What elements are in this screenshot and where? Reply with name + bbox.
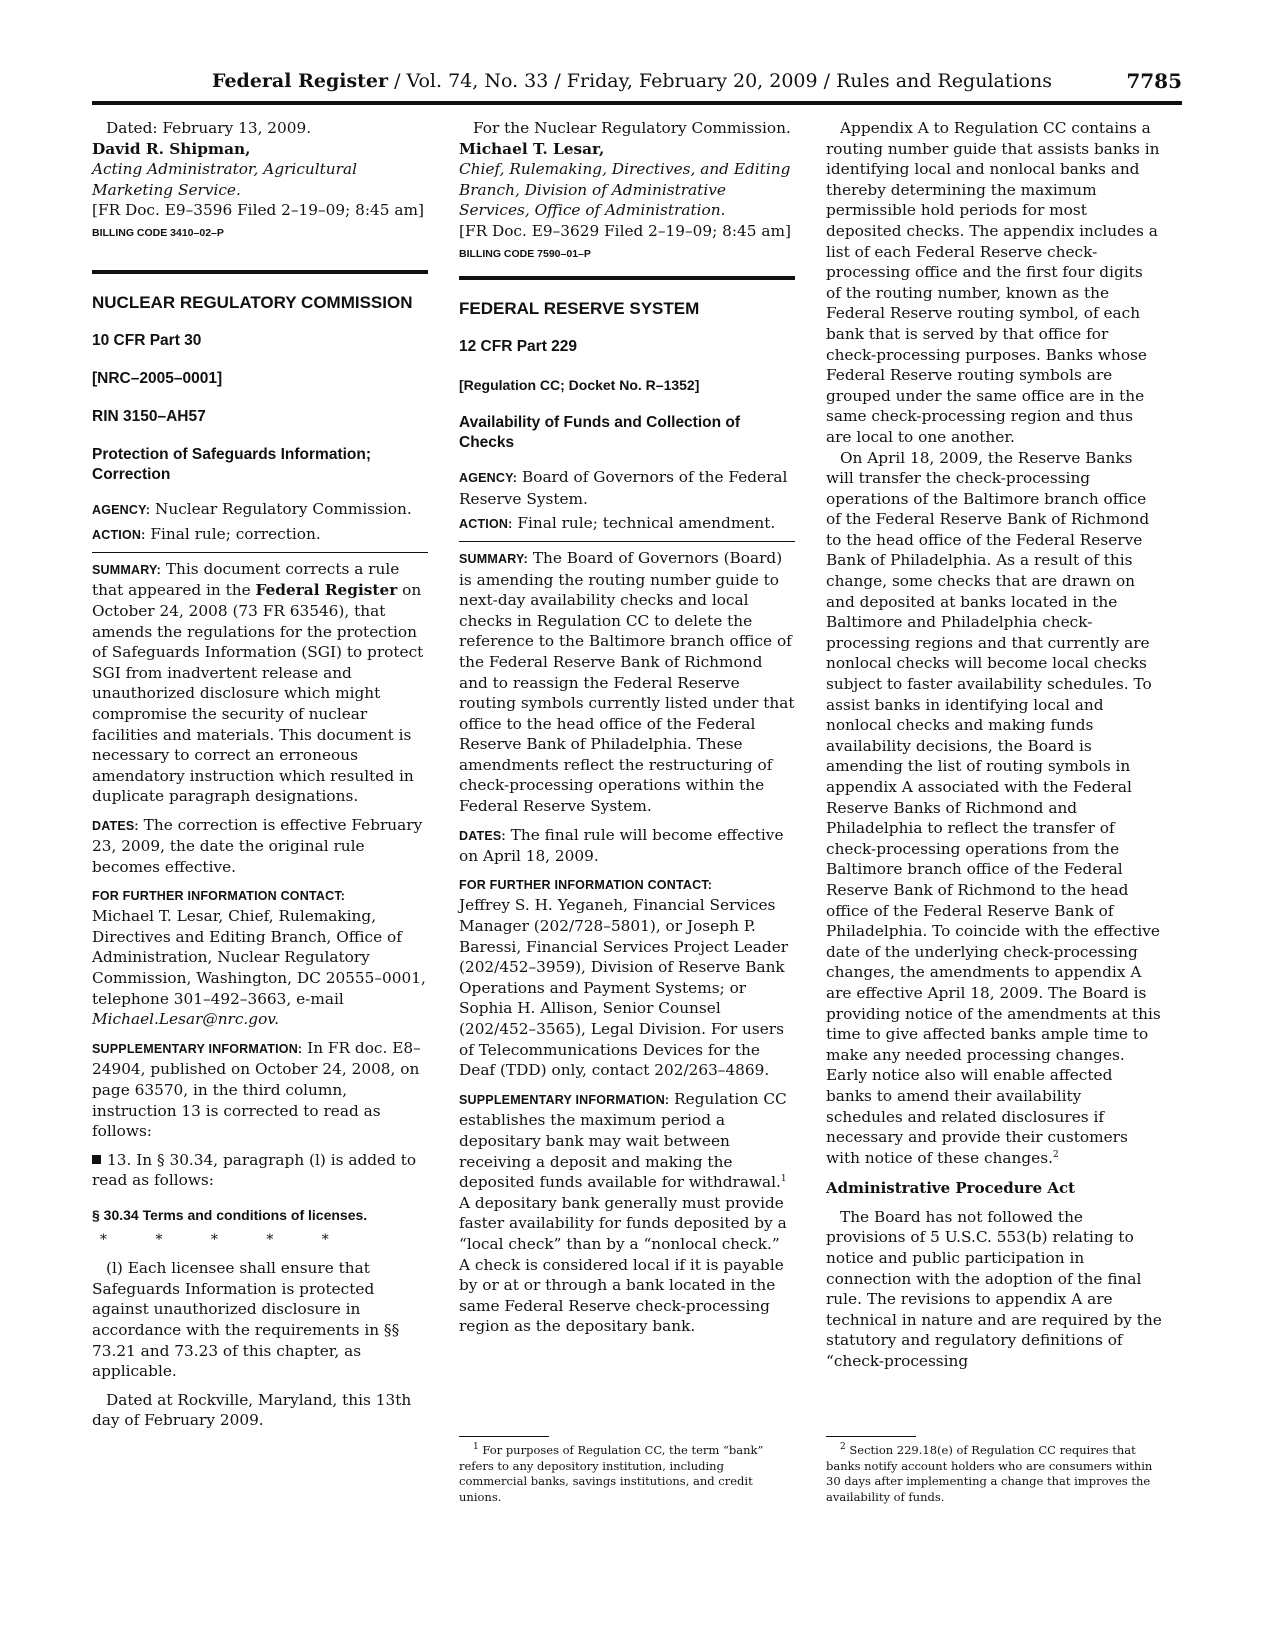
for-commission-line: For the Nuclear Regulatory Commission. — [473, 119, 791, 137]
supplementary-paragraph: SUPPLEMENTARY INFORMATION: Regulation CC establishes the maximum period a depositary bank may wait between receiving a deposit and making the deposited funds available for withdrawal.$^1$ A depositary bank generally must provide faster availability for funds deposited by a “local check” than by a “nonlocal check.” A check is considered local if it is payable by or at or through a bank located in the same Federal Reserve check-processing region as the depositary bank. — [459, 1089, 787, 1336]
docket-number: [Regulation CC; Docket No. R–1352] — [459, 377, 700, 394]
footnote-ref: 1 — [780, 1174, 787, 1185]
dates-paragraph: DATES: The correction is effective February 23, 2009, the date the original rule becomes effective. — [92, 815, 423, 877]
footnote-ref: 2 — [1052, 1149, 1059, 1160]
apa-subheading: Administrative Procedure Act — [826, 1179, 1076, 1198]
signer-title: Chief, Rulemaking, Directives, and Editing Branch, Division of Administrative Services, Office of Administration. — [459, 160, 791, 220]
document-title: Availability of Funds and Collection of Checks — [459, 414, 741, 452]
agency-heading: FEDERAL RESERVE SYSTEM — [459, 299, 700, 319]
footnote-rule — [459, 1436, 549, 1437]
apa-paragraph: The Board has not followed the provisions of 5 U.S.C. 553(b) relating to notice and public participation in connection with the adoption of the final rule. The revisions to appendix A are technical in nature and are required by the statutory and regulatory definitions of “check-processing — [826, 1207, 1162, 1371]
summary-paragraph: SUMMARY: This document corrects a rule that appeared in the Federal Register on October 24, 2008 (73 FR 63546), that amends the regulations for the protection of Safeguards Information (SGI) to protect SGI from inadvertent release and unauthorized disclosure which might compromise the security of nuclear facilities and materials. This document is necessary to correct an erroneous amendatory instruction which resulted in duplicate paragraph designations. — [92, 559, 424, 806]
dated-line: Dated: February 13, 2009. — [106, 119, 312, 137]
summary-divider — [92, 552, 428, 553]
appendix-paragraph: Appendix A to Regulation CC contains a routing number guide that assists banks in identifying local and nonlocal banks and thereby determining the maximum permissible hold periods for most deposited checks. The appendix includes a list of each Federal Reserve check-processing office and the first four digits of the routing number, known as the Federal Reserve routing symbol, of each bank that is served by that office for check-processing purposes. Banks whose Federal Reserve routing symbols are grouped under the same office are in the same check-processing region and thus are local to one another. — [826, 119, 1160, 446]
column-1 — [92, 118, 428, 1431]
signer-name: Michael T. Lesar, — [459, 139, 605, 158]
supplementary-paragraph: SUPPLEMENTARY INFORMATION: In FR doc. E8–24904, published on October 24, 2008, on page 63570, in the third column, instruction 13 is corrected to read as follows: — [92, 1038, 421, 1141]
footnote-2: $^2$ Section 229.18(e) of Regulation CC requires that banks notify account holders who are consumers within 30 days after implementing a change that improves the availability of funds. — [826, 1436, 1162, 1505]
action-line: ACTION: Final rule; technical amendment. — [459, 514, 776, 533]
billing-code: BILLING CODE 7590–01–P — [459, 247, 591, 260]
summary-divider — [459, 541, 795, 542]
contact-label: FOR FURTHER INFORMATION CONTACT: — [459, 877, 713, 892]
signer-title: Acting Administrator, Agricultural Marketing Service. — [92, 160, 357, 199]
issue-info: / Vol. 74, No. 33 / Friday, February 20, 2009 / Rules and Regulations — [388, 70, 1052, 92]
column-2 — [459, 118, 795, 1337]
paragraph-l: (l) Each licensee shall ensure that Safeguards Information is protected against unauthorized disclosure in accordance with the requirements in §§ 73.21 and 73.23 of this chapter, as applicable. — [92, 1259, 400, 1381]
summary-paragraph: SUMMARY: The Board of Governors (Board) is amending the routing number guide to next-day availability checks and local checks in Regulation CC to delete the reference to the Baltimore branch office of the Federal Reserve Bank of Richmond and to reassign the Federal Reserve routing symbols currently listed under that office to the head office of the Federal Reserve Bank of Philadelphia. These amendments reflect the restructuring of check-processing operations within the Federal Reserve System. — [459, 548, 795, 816]
agency-heading: NUCLEAR REGULATORY COMMISSION — [92, 292, 413, 312]
contact-paragraph: Michael T. Lesar, Chief, Rulemaking, Directives and Editing Branch, Office of Administration, Nuclear Regulatory Commission, Washington, DC 20555–0001, telephone 301–492–3663, e-mail Michael.Lesar@nrc.gov. — [92, 907, 426, 1029]
section-divider — [459, 276, 795, 280]
omission-stars: * * * * * — [100, 1231, 351, 1248]
contact-label: FOR FURTHER INFORMATION CONTACT: — [92, 888, 346, 903]
cfr-part: 10 CFR Part 30 — [92, 331, 202, 349]
signer-name: David R. Shipman, — [92, 139, 251, 158]
agency-line: AGENCY: Board of Governors of the Federal Reserve System. — [459, 468, 788, 508]
action-line: ACTION: Final rule; correction. — [92, 525, 321, 544]
fr-doc-line: [FR Doc. E9–3596 Filed 2–19–09; 8:45 am] — [92, 201, 424, 220]
page-number: 7785 — [1126, 69, 1182, 93]
square-bullet-icon — [92, 1155, 101, 1164]
billing-code: BILLING CODE 3410–02–P — [92, 226, 224, 239]
transfer-paragraph: On April 18, 2009, the Reserve Banks will transfer the check-processing operations of the Baltimore branch office of the Federal Reserve Bank of Richmond to the head office of the Federal Reserve Bank of Philadelphia. As a result of this change, some checks that are drawn on and deposited at banks located in the Baltimore and Philadelphia check-processing regions and that currently are nonlocal checks will become local checks subject to faster availability schedules. To assist banks in identifying local and nonlocal checks and making funds availability decisions, the Board is amending the list of routing symbols in appendix A associated with the Federal Reserve Banks of Richmond and Philadelphia to reflect the transfer of check-processing operations from the Baltimore branch office of the Federal Reserve Bank of Richmond to the head office of the Federal Reserve Bank of Philadelphia. To coincide with the effective date of the underlying check-processing changes, the amendments to appendix A are effective April 18, 2009. The Board is providing notice of the amendments at this time to give affected banks ample time to make any needed processing changes. Early notice also will enable affected banks to amend their availability schedules and related disclosures if necessary and provide their customers with notice of these changes.$^2$ — [826, 448, 1161, 1167]
header-rule — [92, 101, 1182, 105]
amendatory-instruction: 13. In § 30.34, paragraph (l) is added to read as follows: — [92, 1150, 417, 1190]
dates-paragraph: DATES: The final rule will become effective on April 18, 2009. — [459, 825, 784, 866]
running-header — [92, 66, 1182, 96]
docket-number: [NRC–2005–0001] — [92, 369, 223, 387]
contact-paragraph: Jeffrey S. H. Yeganeh, Financial Services Manager (202/728–5801), or Joseph P. Baressi, Financial Services Project Leader (202/452–3959), Division of Reserve Bank Operations and Payment Systems; or Sophia H. Allison, Senior Counsel (202/452–3565), Legal Division. For users of Telecommunications Devices for the Deaf (TDD) only, contact 202/263–4869. — [459, 896, 789, 1080]
cfr-part: 12 CFR Part 229 — [459, 338, 578, 356]
document-title: Protection of Safeguards Information; Correction — [92, 445, 372, 483]
fr-doc-line: [FR Doc. E9–3629 Filed 2–19–09; 8:45 am] — [459, 221, 791, 240]
footnote-rule — [826, 1436, 916, 1437]
column-3 — [826, 118, 1162, 1372]
footnote-1: $^1$ For purposes of Regulation CC, the term “bank” refers to any depository institution, including commercial banks, savings institutions, and credit unions. — [459, 1436, 795, 1505]
rin-number: RIN 3150–AH57 — [92, 407, 206, 425]
agency-line: AGENCY: Nuclear Regulatory Commission. — [92, 499, 412, 518]
journal-name: Federal Register — [212, 70, 389, 92]
section-divider — [92, 270, 428, 274]
section-heading: § 30.34 Terms and conditions of licenses. — [92, 1206, 368, 1223]
dated-at-line: Dated at Rockville, Maryland, this 13th day of February 2009. — [92, 1390, 412, 1430]
